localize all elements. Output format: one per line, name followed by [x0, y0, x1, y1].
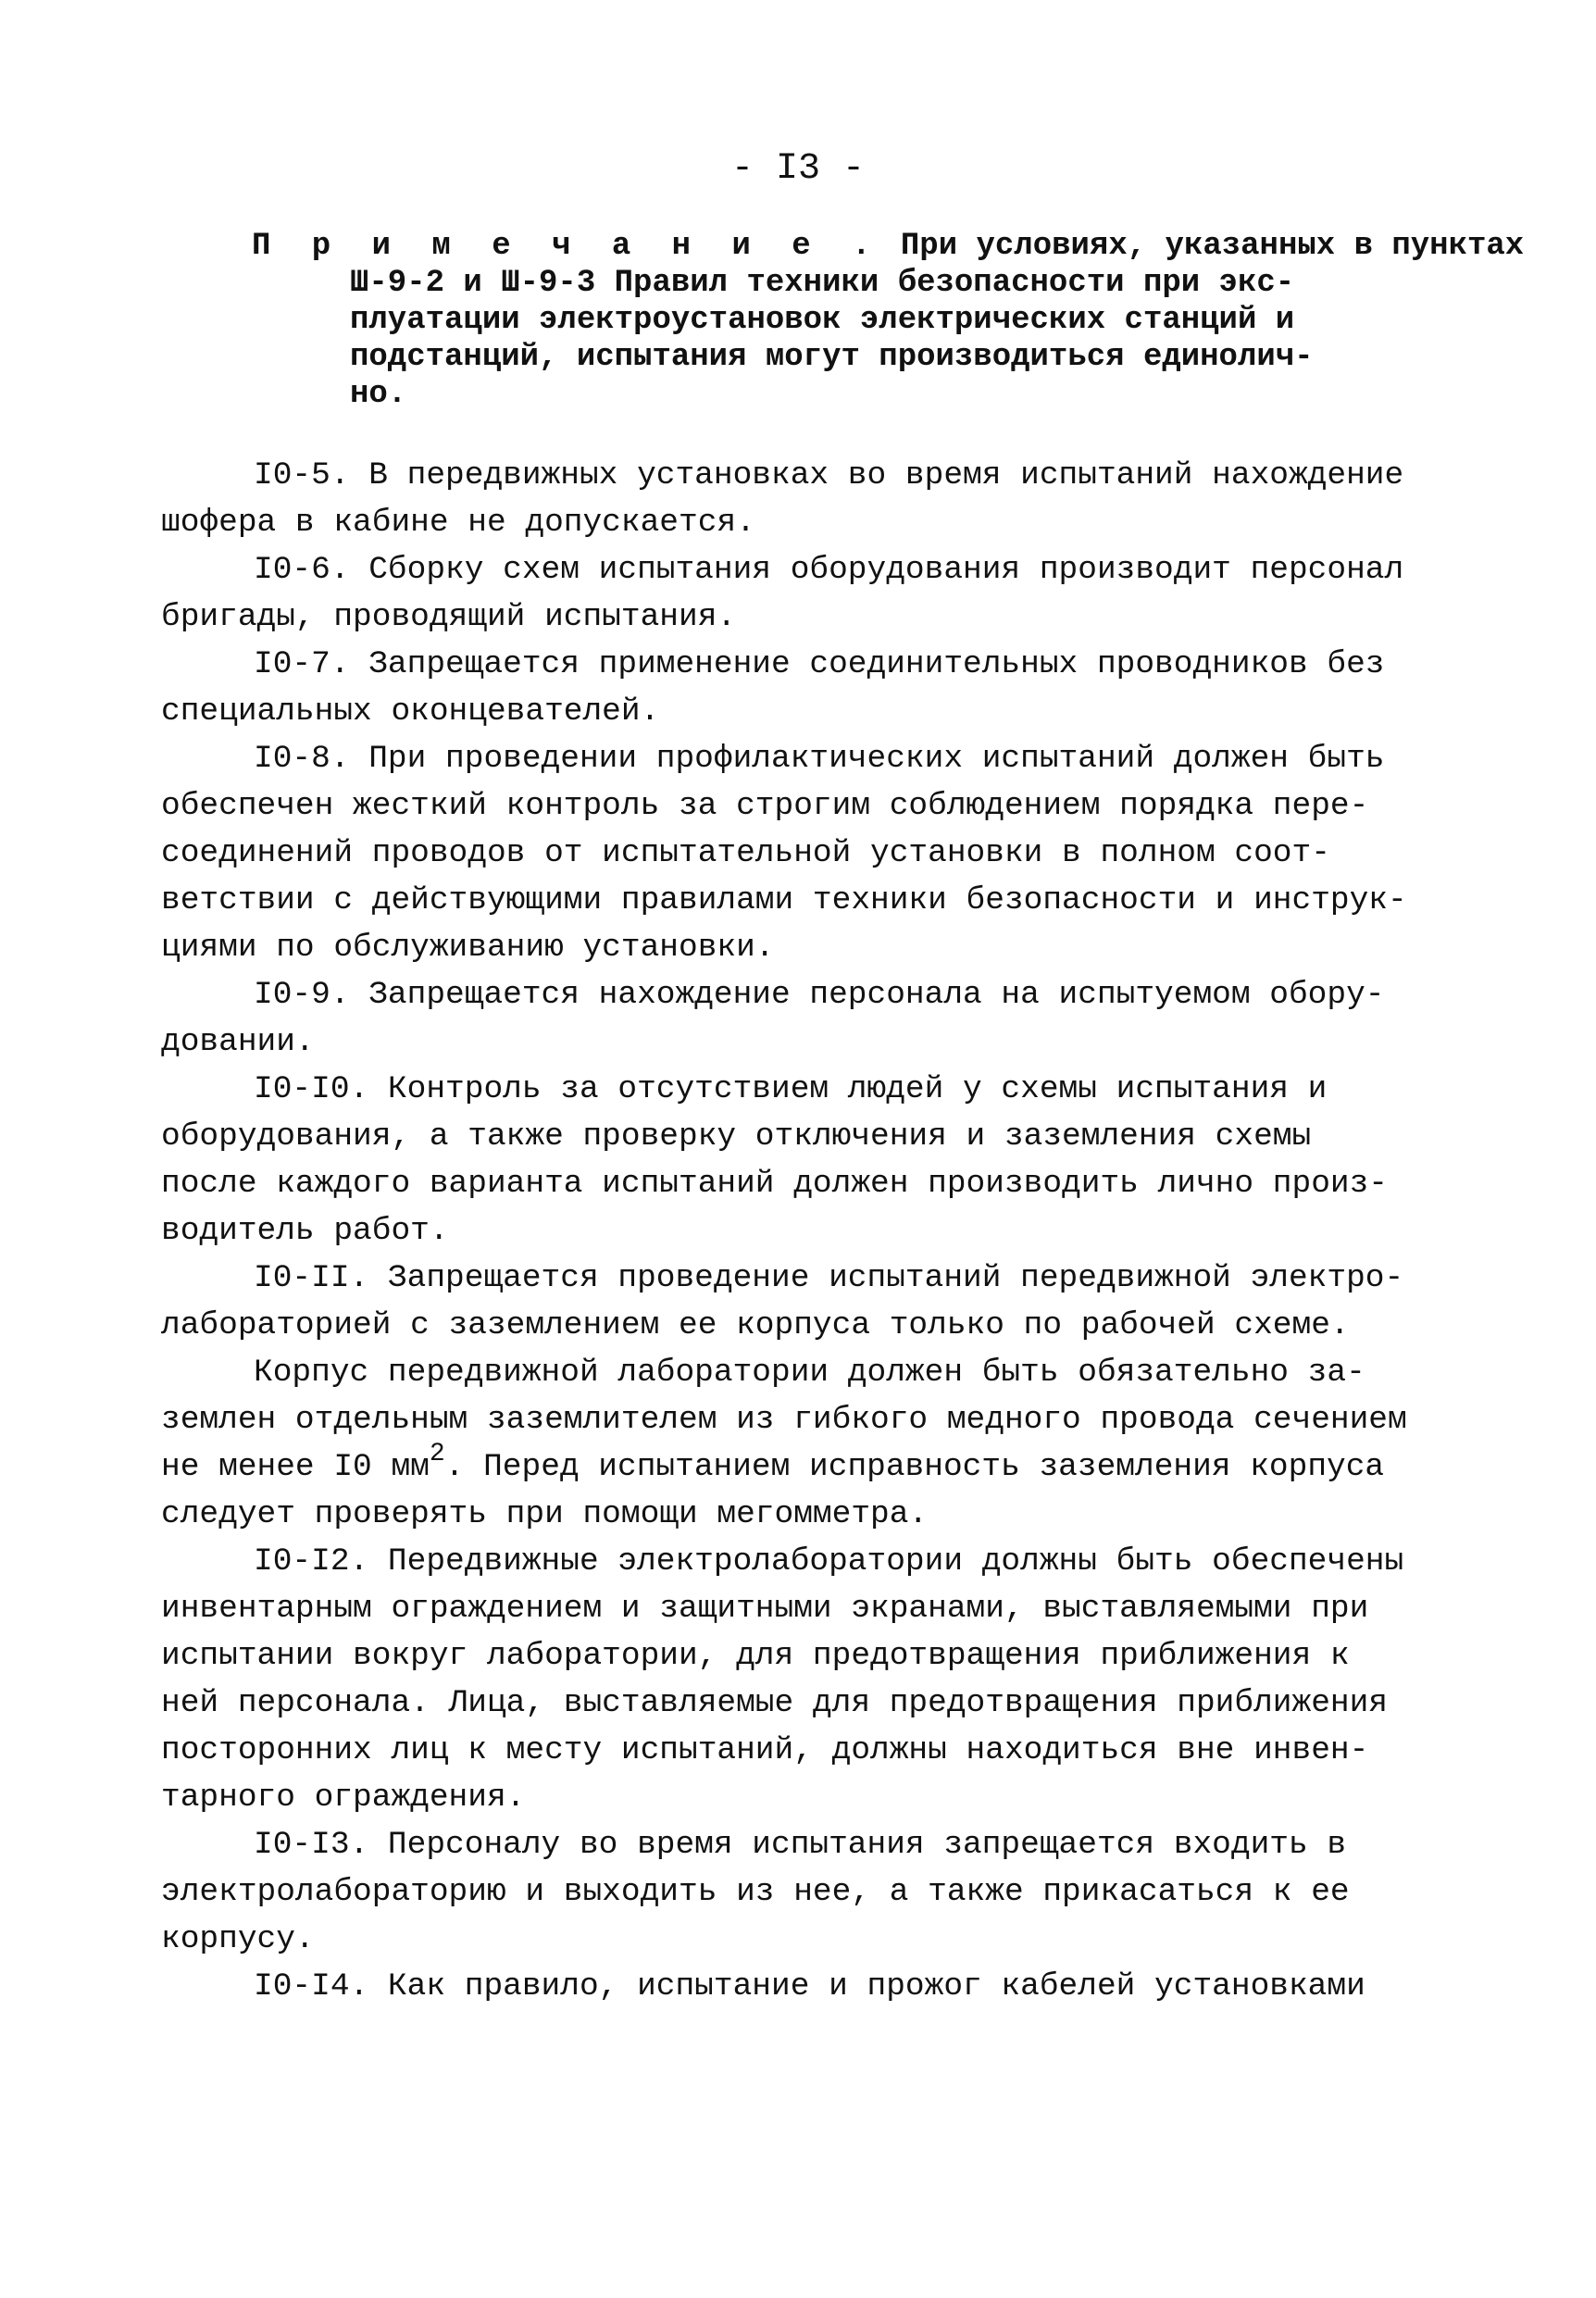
- text-segment: не менее I0 мм: [161, 1449, 430, 1485]
- text-line-with-superscript: [161, 1440, 1420, 1491]
- text-line: ней персонала. Лица, выставляемые для предотвращения приближения: [161, 1685, 1389, 1721]
- note-label: П р и м е ч а н и е .: [252, 229, 882, 264]
- text-segment: . Перед испытанием исправность заземления корпуса: [444, 1449, 1385, 1485]
- text-line: посторонних лиц к месту испытаний, должны находиться вне инвен-: [161, 1732, 1369, 1768]
- note-line-text: При условиях, указанных в пунктах: [900, 229, 1525, 264]
- text-line: испытании вокруг лаборатории, для предотвращения приближения к: [161, 1638, 1350, 1674]
- text-line: I0-7. Запрещается применение соединительных проводников без: [254, 646, 1385, 682]
- text-line: инвентарным ограждением и защитными экранами, выставляемыми при: [161, 1591, 1369, 1627]
- text-line: I0-II. Запрещается проведение испытаний передвижной электро-: [254, 1260, 1404, 1296]
- text-line: I0-I4. Как правило, испытание и прожог кабелей установками: [254, 1968, 1365, 2005]
- document-body: [161, 452, 1420, 2010]
- text-line: I0-9. Запрещается нахождение персонала на испытуемом обору-: [254, 977, 1385, 1013]
- text-line: I0-6. Сборку схем испытания оборудования производит персонал: [254, 552, 1404, 588]
- superscript: 2: [429, 1440, 445, 1468]
- text-line: специальных оконцевателей.: [161, 693, 660, 730]
- text-line: лабораторией с заземлением ее корпуса только по рабочей схеме.: [161, 1307, 1350, 1343]
- text-line: обеспечен жесткий контроль за строгим соблюдением порядка пере-: [161, 788, 1369, 824]
- text-line: циями по обслуживанию установки.: [161, 930, 775, 966]
- note-line: плуатации электроустановок электрических станций и: [350, 303, 1295, 338]
- text-line: оборудования, а также проверку отключения и заземления схемы: [161, 1118, 1312, 1155]
- text-line: I0-I0. Контроль за отсутствием людей у схемы испытания и: [254, 1071, 1328, 1107]
- note-line: Ш-9-2 и Ш-9-3 Правил техники безопасности при экс-: [350, 266, 1295, 301]
- text-line: I0-I3. Персоналу во время испытания запрещается входить в: [254, 1827, 1347, 1863]
- text-line: электролабораторию и выходить из нее, а также прикасаться к ее: [161, 1874, 1350, 1910]
- note-block: [252, 228, 1525, 413]
- text-line: I0-8. При проведении профилактических испытаний должен быть: [254, 741, 1385, 777]
- note-line: подстанций, испытания могут производиться единолич-: [350, 340, 1314, 375]
- text-line: соединений проводов от испытательной установки в полном соот-: [161, 835, 1330, 871]
- text-line: корпусу.: [161, 1921, 315, 1957]
- page-number: - I3 -: [730, 148, 866, 190]
- text-line: I0-I2. Передвижные электролаборатории должны быть обеспечены: [254, 1543, 1404, 1580]
- text-line: шофера в кабине не допускается.: [161, 505, 755, 541]
- text-line: бригады, проводящий испытания.: [161, 599, 737, 635]
- text-line: после каждого варианта испытаний должен производить лично произ-: [161, 1166, 1389, 1202]
- text-line: I0-5. В передвижных установках во время испытаний нахождение: [254, 457, 1404, 493]
- text-line: довании.: [161, 1024, 315, 1060]
- text-line: тарного ограждения.: [161, 1780, 526, 1816]
- text-line: водитель работ.: [161, 1213, 449, 1249]
- text-line: Корпус передвижной лаборатории должен быть обязательно за-: [254, 1355, 1365, 1391]
- text-line: землен отдельным заземлителем из гибкого медного провода сечением: [161, 1402, 1407, 1438]
- note-line: но.: [350, 377, 407, 412]
- note-first-line: [252, 228, 1525, 265]
- text-line: ветствии с действующими правилами техники безопасности и инструк-: [161, 882, 1407, 918]
- text-line: следует проверять при помощи мегомметра.: [161, 1496, 929, 1532]
